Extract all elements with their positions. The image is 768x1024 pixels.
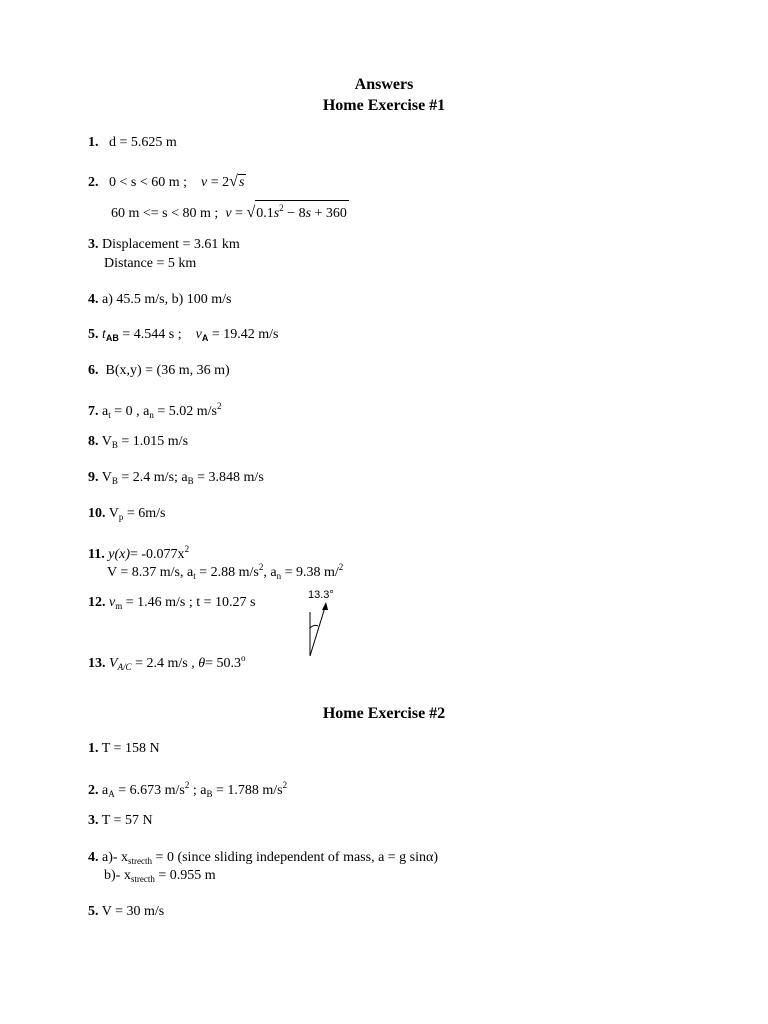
answer-1-13 [88,650,246,675]
radicand-s: s [273,206,280,221]
accel-b-subscript: B [206,789,213,799]
velocity-symbol: V [101,470,112,485]
answer-text: B(x,y) = (36 m, 36 m) [105,363,230,378]
answer-text: V = 30 m/s [101,904,165,919]
velocity-value: = 19.42 m/s [208,327,279,342]
answer-2-1 [88,741,160,757]
accel-b-value: = 1.788 m/s [212,783,283,798]
answer-1-6 [88,363,230,379]
tangential-exponent: 2 [258,562,264,572]
answer-number: 5. [88,904,99,919]
velocity-subscript: A/C [117,662,132,672]
velocity-symbol: V [101,434,112,449]
stretch-symbol: x [121,850,129,865]
answer-1-2-line1 [88,174,246,191]
normal-exponent: 2 [338,562,344,572]
velocity-value: = 1.015 m/s [117,434,189,449]
sqrt-sign: √ [246,204,256,221]
angle-sketch-icon [300,598,340,660]
answer-1-12 [88,595,255,614]
equation-2-mid: = [231,206,247,221]
tangential-value: = 0 , [110,404,144,419]
answer-number: 2. [88,783,99,798]
accel-symbol-2: a [200,783,207,798]
radicand-s2: s [305,206,312,221]
velocity-symbol: V [108,506,119,521]
answer-number: 10. [88,506,106,521]
tangential-subscript: t [193,571,196,581]
answer-number: 3. [88,813,99,828]
answer-number: 4. [88,292,99,307]
radicand-exp: 2 [279,203,284,213]
time-value: = 4.544 s ; [118,327,182,342]
normal-subscript: n [149,410,154,420]
answer-1-10 [88,506,166,525]
answer-number: 1. [88,135,99,150]
normal-value: = 5.02 m/s [153,404,217,419]
answer-1-5 [88,327,278,346]
answer-number: 8. [88,434,99,449]
separator: , [263,565,271,580]
part-a-value: = 0 (since sliding independent of mass, a = g sinα) [152,850,439,865]
tangential-value: = 2.88 m/s [195,565,259,580]
velocity-symbol: v [225,206,232,221]
answer-1-9 [88,470,264,489]
answer-2-2 [88,777,287,802]
answer-1-4 [88,292,232,308]
time-symbol: t [102,327,106,342]
answer-text: T = 57 N [101,813,153,828]
answer-2-4-line1 [88,850,438,869]
answer-2-3 [88,813,153,829]
answer-2-5 [88,904,164,920]
velocity-subscript: m [115,601,123,611]
accel-symbol: a [186,565,194,580]
stretch-symbol-2: x [123,868,131,883]
velocity-value: = 2.4 m/s; [117,470,182,485]
radicand-b: − 8 [283,206,306,221]
accel-symbol-2: a [143,404,150,419]
accel-value: = 3.848 m/s [193,470,264,485]
answer-1-8 [88,434,188,453]
accel-symbol-2: a [270,565,277,580]
part-a-label: a)- [102,850,122,865]
normal-value: = 9.38 m/ [281,565,339,580]
theta-symbol: θ [198,656,206,671]
velocity-subscript: p [118,512,124,522]
velocity-value: V = 8.37 m/s, [107,565,187,580]
accel-a-subscript: A [108,789,115,799]
part-b-label: b)- [104,868,124,883]
velocity-value: = 1.46 m/s ; t = 10.27 s [122,595,256,610]
accel-a-value: = 6.673 m/s [114,783,185,798]
equation-2-radicand [255,200,349,221]
degree-mark: o [241,653,246,663]
answer-number: 11. [88,547,105,562]
range-1: 0 < s < 60 m ; [109,175,188,190]
velocity-symbol: v [109,595,116,610]
radicand-coef: 0.1 [256,206,274,221]
stretch-subscript: strecth [128,856,153,866]
answer-number: 5. [88,327,99,342]
answer-text: T = 158 N [101,741,160,756]
answers-title: Answers [354,76,414,93]
stretch-subscript-2: strecth [130,874,155,884]
accel-symbol: a [102,404,109,419]
accel-subscript: B [187,476,194,486]
normal-subscript: n [276,571,282,581]
velocity-subscript: B [111,476,118,486]
separator: ; [189,783,201,798]
answer-number: 9. [88,470,99,485]
accel-b-exponent: 2 [282,780,288,790]
accel-symbol: a [102,783,109,798]
answer-number: 13. [88,656,106,671]
trajectory-value: = -0.077x [130,547,185,562]
answer-1-2-line2 [111,200,349,222]
answer-1-11-line2 [107,559,343,584]
equation-1-mid: = 2 [207,175,230,190]
velocity-value: = 6m/s [123,506,166,521]
answer-1-7 [88,398,221,423]
velocity-symbol: v [195,327,202,342]
tangential-subscript: t [108,410,111,420]
home-exercise-2-title: Home Exercise #2 [322,705,446,722]
velocity-value: = 2.4 m/s , [131,656,199,671]
answer-number: 1. [88,741,99,756]
sqrt-sign: √ [229,173,238,190]
velocity-symbol: v [201,175,208,190]
answer-2-4-line2 [104,868,216,887]
angle-label: 13.3° [308,589,334,601]
part-b-value: = 0.955 m [154,868,216,883]
answer-text: d = 5.625 m [109,135,177,150]
range-2: 60 m <= s < 80 m ; [111,206,219,221]
theta-value: = 50.3 [205,656,241,671]
velocity-vector-line [310,604,326,656]
accel-a-exponent: 2 [184,780,190,790]
answer-text: a) 45.5 m/s, b) 100 m/s [102,292,232,307]
velocity-symbol: V [109,656,118,671]
radicand-c: + 360 [311,206,347,221]
trajectory-exponent: 2 [184,544,190,554]
trajectory-function: y(x) [108,547,130,562]
velocity-subscript: A [201,333,209,343]
answer-number: 6. [88,363,99,378]
accel-symbol: a [181,470,188,485]
answer-1-3-line1 [88,237,240,253]
arrowhead-icon [322,602,328,610]
home-exercise-1-title: Home Exercise #1 [322,97,446,114]
answer-number: 12. [88,595,106,610]
answer-1-3-line2: Distance = 5 km [104,256,197,271]
answer-number: 3. [88,237,99,252]
equation-1-radicand: s [238,175,245,190]
time-subscript: AB [105,333,119,343]
answer-text: Displacement = 3.61 km [102,237,240,252]
answer-number: 2. [88,175,99,190]
exponent: 2 [216,401,222,411]
answer-number: 7. [88,404,99,419]
answer-1-1 [88,135,177,151]
velocity-subscript: B [111,440,118,450]
angle-arc [310,625,318,628]
answer-number: 4. [88,850,99,865]
